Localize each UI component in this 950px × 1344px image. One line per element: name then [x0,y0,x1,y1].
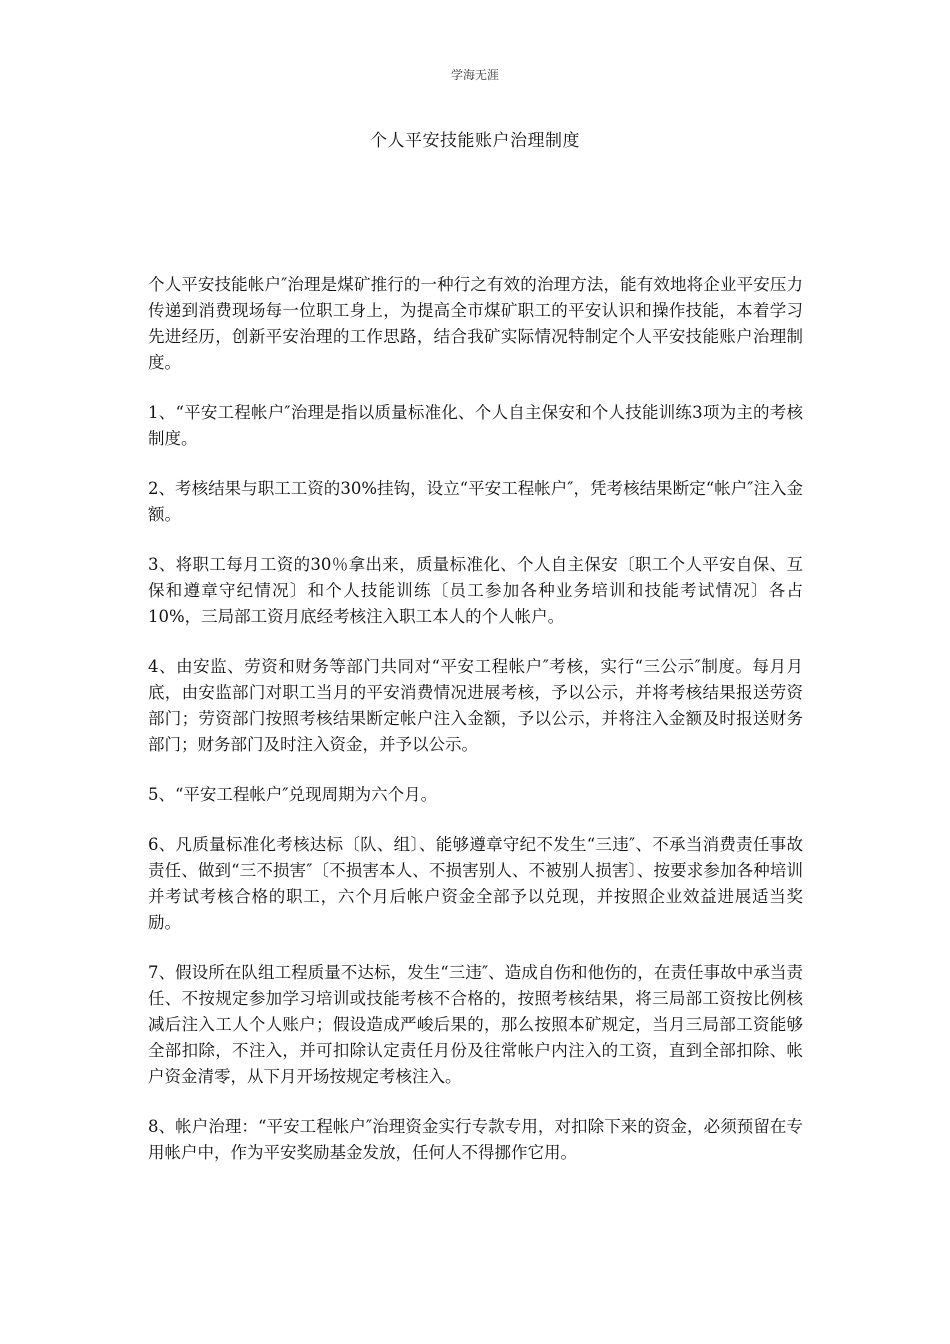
document-body [148,272,803,1190]
clause-4: 4、由安监、劳资和财务等部门共同对“平安工程帐户″考核，实行“三公示″制度。每月月底，由安监部门对职工当月的平安消费情况进展考核，予以公示，并将考核结果报送劳资部门；劳资部门按照考核结果断定帐户注入金额，予以公示，并将注入金额及时报送财务部门；财务部门及时注入资金，并予以公示。 [148,657,803,754]
page-header: 学海无涯 [450,68,499,82]
clause-7: 7、假设所在队组工程质量不达标，发生“三违″、造成自伤和他伤的，在责任事故中承当责任、不按规定参加学习培训或技能考核不合格的，按照考核结果，将三局部工资按比例核减后注入工人个人账户；假设造成严峻后果的，那么按照本矿规定，当月三局部工资能够全部扣除，不注入，并可扣除认定责任月份及往常帐户内注入的工资，直到全部扣除、帐户资金清零，从下月开场按规定考核注入。 [148,963,803,1086]
clause-5: 5、“平安工程帐户″兑现周期为六个月。 [148,785,438,804]
intro-paragraph: 个人平安技能帐户″治理是煤矿推行的一种行之有效的治理方法，能有效地将企业平安压力传递到消费现场每一位职工身上，为提高全市煤矿职工的平安认识和操作技能，本着学习先进经历，创新平安治理的工作思路，结合我矿实际情况特制定个人平安技能账户治理制度。 [148,275,803,372]
clause-3: 3、将职工每月工资的30％拿出来，质量标准化、个人自主保安〔职工个人平安自保、互保和遵章守纪情况〕和个人技能训练〔员工参加各种业务培训和技能考试情况〕各占10%，三局部工资月底经考核注入职工本人的个人帐户。 [148,555,803,626]
clause-2: 2、考核结果与职工工资的30%挂钩，设立“平安工程帐户″，凭考核结果断定“帐户″注入金额。 [148,479,803,524]
document-title: 个人平安技能账户治理制度 [370,131,580,151]
clause-8: 8、帐户治理：“平安工程帐户″治理资金实行专款专用，对扣除下来的资金，必须预留在专用帐户中，作为平安奖励基金发放，任何人不得挪作它用。 [148,1117,803,1162]
clause-1: 1、“平安工程帐户″治理是指以质量标准化、个人自主保安和个人技能训练3项为主的考核制度。 [148,403,803,448]
clause-6: 6、凡质量标准化考核达标〔队、组〕、能够遵章守纪不发生“三违″、不承当消费责任事故责任、做到“三不损害″〔不损害本人、不损害别人、不被别人损害〕、按要求参加各种培训并考试考核合格的职工，六个月后帐户资金全部予以兑现，并按照企业效益进展适当奖励。 [148,835,803,932]
